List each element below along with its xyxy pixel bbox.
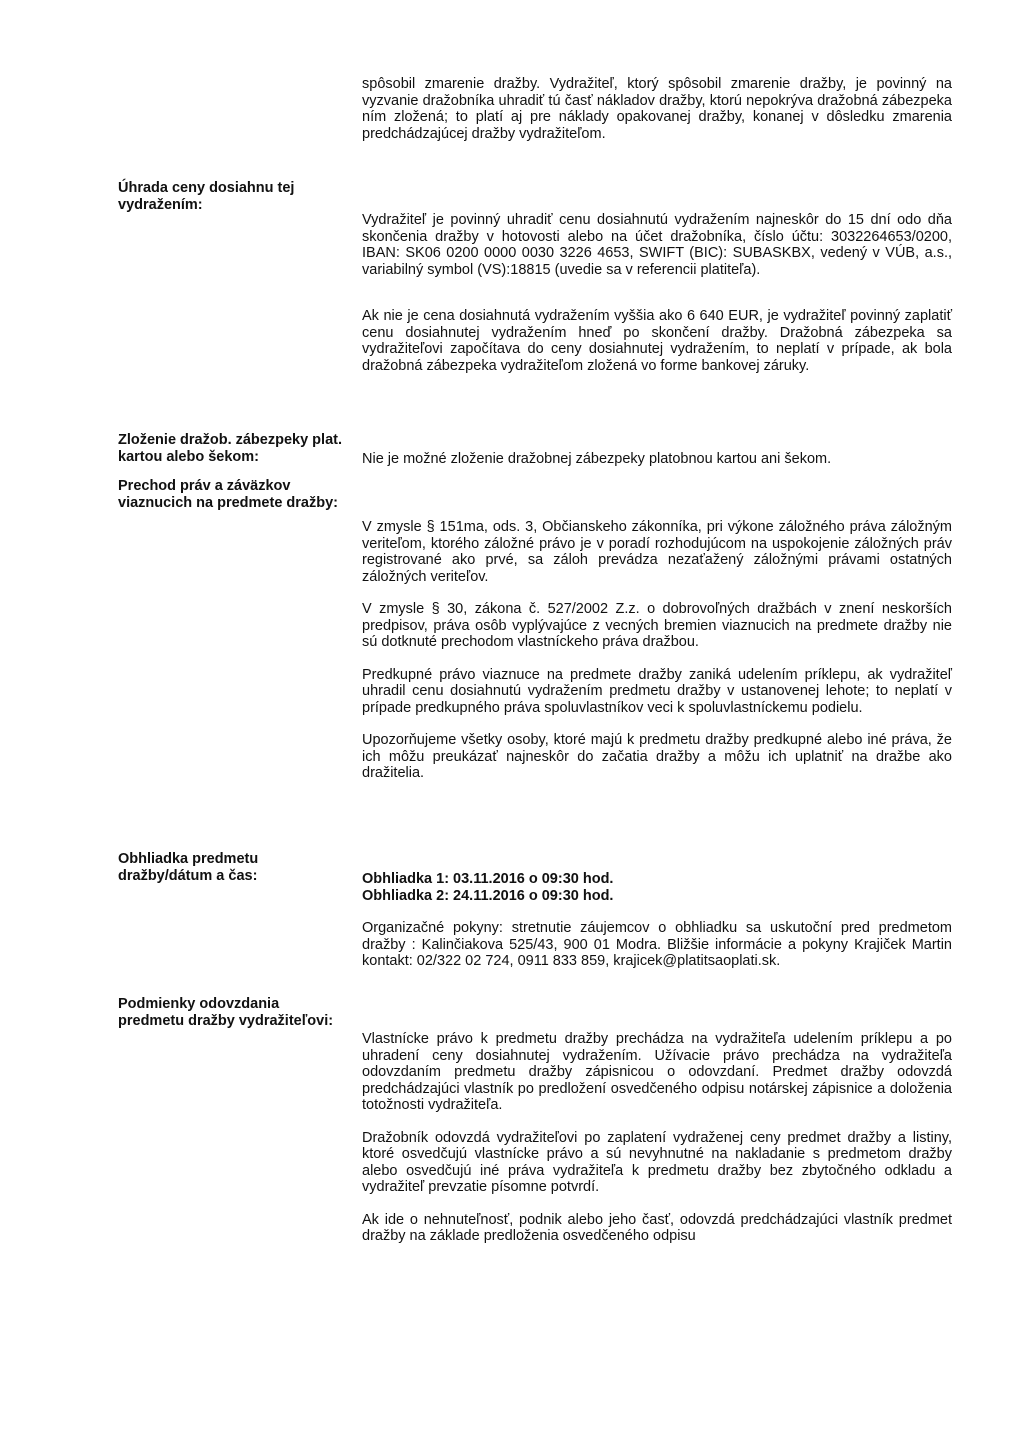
obhliadka-section (362, 871, 952, 970)
prechod-paragraph-2: V zmysle § 30, zákona č. 527/2002 Z.z. o dobrovoľných dražbách v znení neskorších predpisov, práva osôb vyplývajúce z vecných bremien viaznucich na predmete dražby nie sú dotknuté prechodom vlastníckeho práva dražbou. (362, 601, 952, 650)
podmienky-paragraph-1: Vlastnícke právo k predmetu dražby prechádza na vydražiteľa udelením príklepu a po uhradení ceny dosiahnutej vydražením. Užívacie právo prechádza na vydražiteľa odovzdaním predmetu dražby zápisnicou o odovzdaní. Predmet dražby odovzdá predchádzajúci vlastník po predložení osvedčeného odpisu notárskej zápisnice a doloženia totožnosti vydražiteľa. (362, 1031, 952, 1113)
obhliadka-label: Obhliadka predmetu dražby/dátum a čas: (118, 851, 259, 884)
zlozenie-text: Nie je možné zloženie dražobnej zábezpeky platobnou kartou ani šekom. (362, 451, 832, 467)
prechod-section (362, 519, 952, 782)
prechod-paragraph-3: Predkupné právo viaznuce na predmete dražby zaniká udelením príklepu, ak vydražiteľ uhradil cenu dosiahnutú vydražením predmetu dražby v ustanovenej lehote; to neplatí v prípade predkupného práva spoluvlastníkov veci k spoluvlastníckemu podielu. (362, 666, 952, 716)
podmienky-paragraph-3: Ak ide o nehnuteľnosť, podnik alebo jeho časť, odovzdá predchádzajúci vlastník predmet dražby na základe predloženia osvedčeného odpisu (362, 1211, 952, 1244)
uhrada-paragraph-1: Vydražiteľ je povinný uhradiť cenu dosiahnutú vydražením najneskôr do 15 dní odo dňa skončenia dražby v hotovosti alebo na účet dražobníka, číslo účtu: 3032264653/0200, IBAN: SK06 0200 0000 0030 3226 4653, SWIFT (BIC): SUBASKBX, vedený v VÚB, a.s., variabilný symbol (VS):18815 (uvedie sa v referencii platiteľa). (362, 212, 952, 278)
podmienky-label: Podmienky odovzdania predmetu dražby vydražiteľovi: (118, 996, 334, 1029)
prechod-label: Prechod práv a záväzkov viaznucich na predmete dražby: (118, 478, 338, 511)
prechod-paragraph-4: Upozorňujeme všetky osoby, ktoré majú k predmetu dražby predkupné alebo iné práva, že ich môžu preukázať najneskôr do začatia dražby a môžu ich uplatniť na dražbe ako dražitelia. (362, 732, 952, 781)
intro-text: spôsobil zmarenie dražby. Vydražiteľ, ktorý spôsobil zmarenie dražby, je povinný na vyzvanie dražobníka uhradiť tú časť nákladov dražby, ktorú nepokrýva dražobná zábezpeka ním zložená; to platí aj pre náklady opakovanej dražby, konanej v dôsledku zmarenia predchádzajúcej dražby vydražiteľom. (362, 76, 952, 142)
obhliadka-2: Obhliadka 2: 24.11.2016 o 09:30 hod. (362, 887, 614, 904)
obhliadka-1: Obhliadka 1: 03.11.2016 o 09:30 hod. (362, 871, 614, 887)
prechod-paragraph-1: V zmysle § 151ma, ods. 3, Občianskeho zákonníka, pri výkone záložného práva záložným veriteľom, ktorého záložné právo je v poradí rozhodujúcom na uspokojenie záložných práv registrované ako prvé, sa záloh prevádza nezaťažený záložnými právami ostatných záložných veriteľov. (362, 519, 952, 585)
obhliadka-pokyny: Organizačné pokyny: stretnutie záujemcov o obhliadku sa uskutoční pred predmetom dražby : Kalinčiakova 525/43, 900 01 Modra. Bližšie informácie a pokyny Krajiček Martin kontakt: 02/322 02 724, 0911 833 859, krajicek@platitsaoplati.sk. (362, 920, 952, 969)
podmienky-paragraph-2: Dražobník odovzdá vydražiteľovi po zaplatení vydraženej ceny predmet dražby a listiny, ktoré osvedčujú vlastnícke právo a sú nevyhnutné na nakladanie s predmetom dražby alebo osvedčujú iné práva vydražiteľa k predmetu dražby bez zbytočného odkladu a vydražiteľ prevzatie písomne potvrdí. (362, 1129, 952, 1195)
uhrada-label: Úhrada ceny dosiahnu tej vydražením: (118, 180, 295, 213)
zlozenie-section (362, 451, 952, 468)
podmienky-section (362, 1031, 952, 1245)
uhrada-paragraph-2: Ak nie je cena dosiahnutá vydražením vyššia ako 6 640 EUR, je vydražiteľ povinný zaplatiť cenu dosiahnutej vydražením hneď po skončení dražby. Dražobná zábezpeka sa vydražiteľovi započítava do ceny dosiahnutej vydražením, to neplatí v prípade, ak bola dražobná zábezpeka vydražiteľom zložená vo forme bankovej záruky. (362, 308, 952, 374)
uhrada-section (362, 212, 952, 374)
zlozenie-label: Zloženie dražob. zábezpeky plat. kartou alebo šekom: (118, 432, 342, 465)
intro-paragraph (362, 76, 952, 142)
